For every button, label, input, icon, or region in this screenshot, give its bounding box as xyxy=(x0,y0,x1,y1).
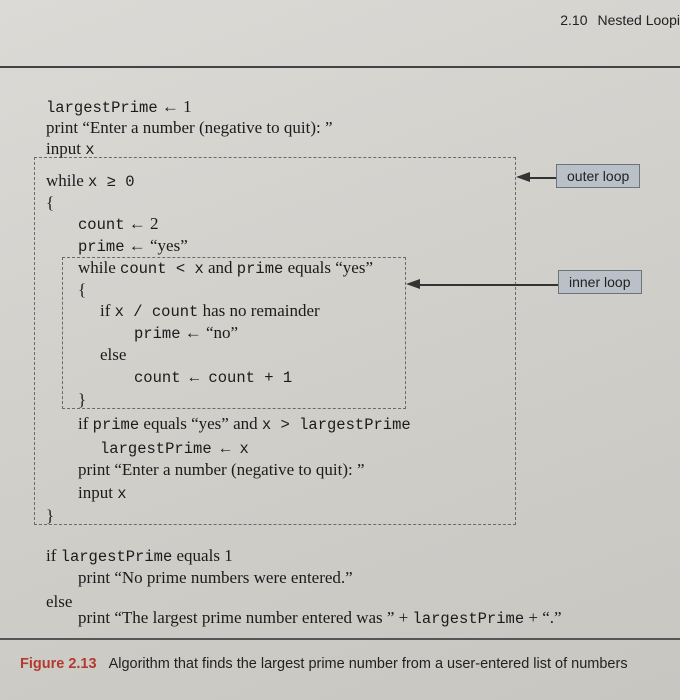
code-line-5: { xyxy=(46,193,55,212)
code-line-7: prime ← “yes” xyxy=(78,236,188,256)
code-line-1: largestPrime ← 1 xyxy=(46,97,192,117)
section-title: Nested Loopi xyxy=(597,12,680,28)
code-line-20: if largestPrime equals 1 xyxy=(46,546,233,566)
inner-loop-label: inner loop xyxy=(558,270,642,294)
code-line-8: while count < x and prime equals “yes” xyxy=(78,258,373,278)
code-line-16: largestPrime ← x xyxy=(100,440,249,458)
code-line-9: { xyxy=(78,280,87,299)
code-line-18: input x xyxy=(78,483,127,503)
top-rule xyxy=(0,66,680,68)
code-line-12: else xyxy=(100,345,127,364)
running-header xyxy=(560,12,680,28)
inner-loop-arrow-line xyxy=(418,284,558,286)
code-line-15: if prime equals “yes” and x > largestPrime xyxy=(78,414,411,434)
figure-caption-text: Algorithm that finds the largest prime number from a user-entered list of numbers xyxy=(108,656,628,672)
inner-loop-arrow-icon xyxy=(406,279,420,289)
code-line-14: } xyxy=(78,390,87,409)
code-line-4: while x ≥ 0 xyxy=(46,171,135,191)
code-line-3: input x xyxy=(46,139,95,159)
code-line-10: if x / count has no remainder xyxy=(100,301,320,321)
code-line-22: else xyxy=(46,592,73,611)
code-line-6: count ← 2 xyxy=(78,214,159,234)
outer-loop-arrow-line xyxy=(528,177,556,179)
code-line-13: count ← count + 1 xyxy=(134,369,293,387)
section-number: 2.10 xyxy=(560,12,588,28)
code-line-21: print “No prime numbers were entered.” xyxy=(78,568,353,587)
code-line-2: print “Enter a number (negative to quit): ” xyxy=(46,118,333,137)
figure-caption xyxy=(20,656,628,672)
outer-loop-arrow-icon xyxy=(516,172,530,182)
figure-number: Figure 2.13 xyxy=(20,656,97,672)
code-line-11: prime ← “no” xyxy=(134,323,239,343)
code-line-19: } xyxy=(46,506,55,525)
bottom-rule xyxy=(0,638,680,640)
outer-loop-label: outer loop xyxy=(556,164,640,188)
code-line-23: print “The largest prime number entered was ” + largestPrime + “.” xyxy=(78,608,562,628)
code-line-17: print “Enter a number (negative to quit): ” xyxy=(78,460,365,479)
